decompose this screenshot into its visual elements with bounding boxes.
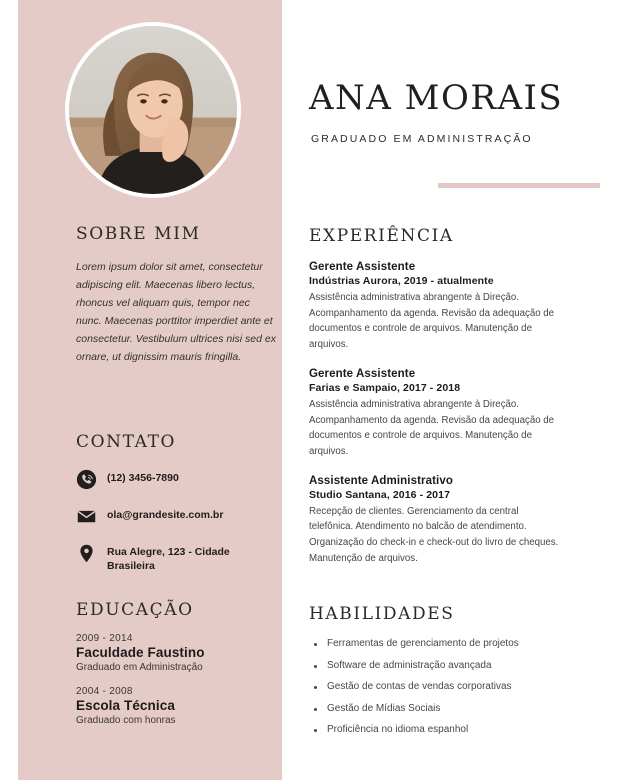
profile-photo-illustration	[69, 26, 237, 194]
list-item: Proficiência no idioma espanhol	[309, 723, 559, 738]
education-item	[76, 686, 276, 726]
skills-list	[309, 637, 605, 738]
divider	[438, 183, 600, 188]
about-title: SOBRE MIM	[76, 224, 201, 244]
contact-phone-value: (12) 3456-7890	[107, 472, 179, 484]
job-employer: Indústrias Aurora, 2019 - atualmente	[309, 275, 494, 287]
contact-item-email[interactable]	[76, 505, 276, 527]
about-text: Lorem ipsum dolor sit amet, consectetur adipiscing elit. Maecenas libero lectus, rhoncus vel aliquam quis, tempor nec nunc. Maecenas porttitor imperdiet ante et consectetur. Vestibulum ultrices nisi sed ex ornare, ut dignissim mauris fringilla.	[76, 261, 276, 364]
job-employer: Farias e Sampaio, 2017 - 2018	[309, 381, 461, 394]
page-title: ANA MORAIS	[309, 78, 564, 118]
education-school: Faculdade Faustino	[76, 645, 205, 660]
contact-email-value: ola@grandesite.com.br	[107, 509, 224, 521]
education-school: Escola Técnica	[76, 698, 175, 713]
contact-list	[76, 468, 276, 574]
page-subtitle: GRADUADO EM ADMINISTRAÇÃO	[311, 133, 533, 145]
main-column	[305, 0, 605, 780]
about-section	[76, 224, 276, 366]
job-role: Assistente Administrativo	[309, 474, 453, 487]
avatar	[65, 22, 241, 198]
job-role: Gerente Assistente	[309, 261, 416, 273]
list-item: Gestão de contas de vendas corporativas	[309, 680, 559, 695]
experience-item	[309, 368, 605, 460]
contact-item-phone[interactable]	[76, 468, 276, 490]
contact-section	[76, 432, 276, 589]
skills-title: HABILIDADES	[309, 604, 455, 624]
education-detail: Graduado com honras	[76, 715, 176, 726]
education-section	[76, 600, 276, 726]
experience-section	[309, 226, 605, 567]
sidebar-panel	[18, 0, 282, 780]
job-description: Recepção de clientes. Gerenciamento da central telefônica. Atendimento no balcão de atendimento. Organização do check-in e check-out do livro de cheques. Manutenção de arquivos.	[309, 505, 559, 564]
contact-item-address[interactable]	[76, 542, 276, 574]
experience-item	[309, 475, 605, 567]
list-item: Ferramentas de gerenciamento de projetos	[309, 637, 559, 652]
envelope-icon	[76, 506, 97, 527]
job-employer: Studio Santana, 2016 - 2017	[309, 488, 451, 501]
map-pin-icon	[76, 543, 97, 564]
contact-title: CONTATO	[76, 432, 177, 452]
contact-address-value: Rua Alegre, 123 - Cidade Brasileira	[107, 546, 230, 573]
job-role: Gerente Assistente	[309, 367, 416, 380]
education-years: 2009 - 2014	[76, 633, 133, 644]
job-description: Assistência administrativa abrangente à Direção. Acompanhamento da agenda. Revisão da adequação de documentos e controle de arquivos. Manutenção de arquivos.	[309, 292, 555, 351]
experience-item	[309, 261, 605, 353]
profile-photo	[69, 26, 237, 194]
education-years: 2004 - 2008	[76, 686, 133, 697]
list-item: Gestão de Mídias Sociais	[309, 702, 559, 717]
experience-title: EXPERIÊNCIA	[309, 226, 454, 246]
education-item	[76, 633, 276, 673]
skills-section	[309, 604, 605, 745]
education-detail: Graduado em Administração	[76, 662, 203, 673]
education-title: EDUCAÇÃO	[76, 600, 194, 620]
list-item: Software de administração avançada	[309, 659, 559, 674]
job-description: Assistência administrativa abrangente à Direção. Acompanhamento da agenda. Revisão da adequação de documentos e controle de arquivos. Manutenção de arquivos.	[309, 398, 555, 458]
phone-icon	[76, 469, 97, 490]
